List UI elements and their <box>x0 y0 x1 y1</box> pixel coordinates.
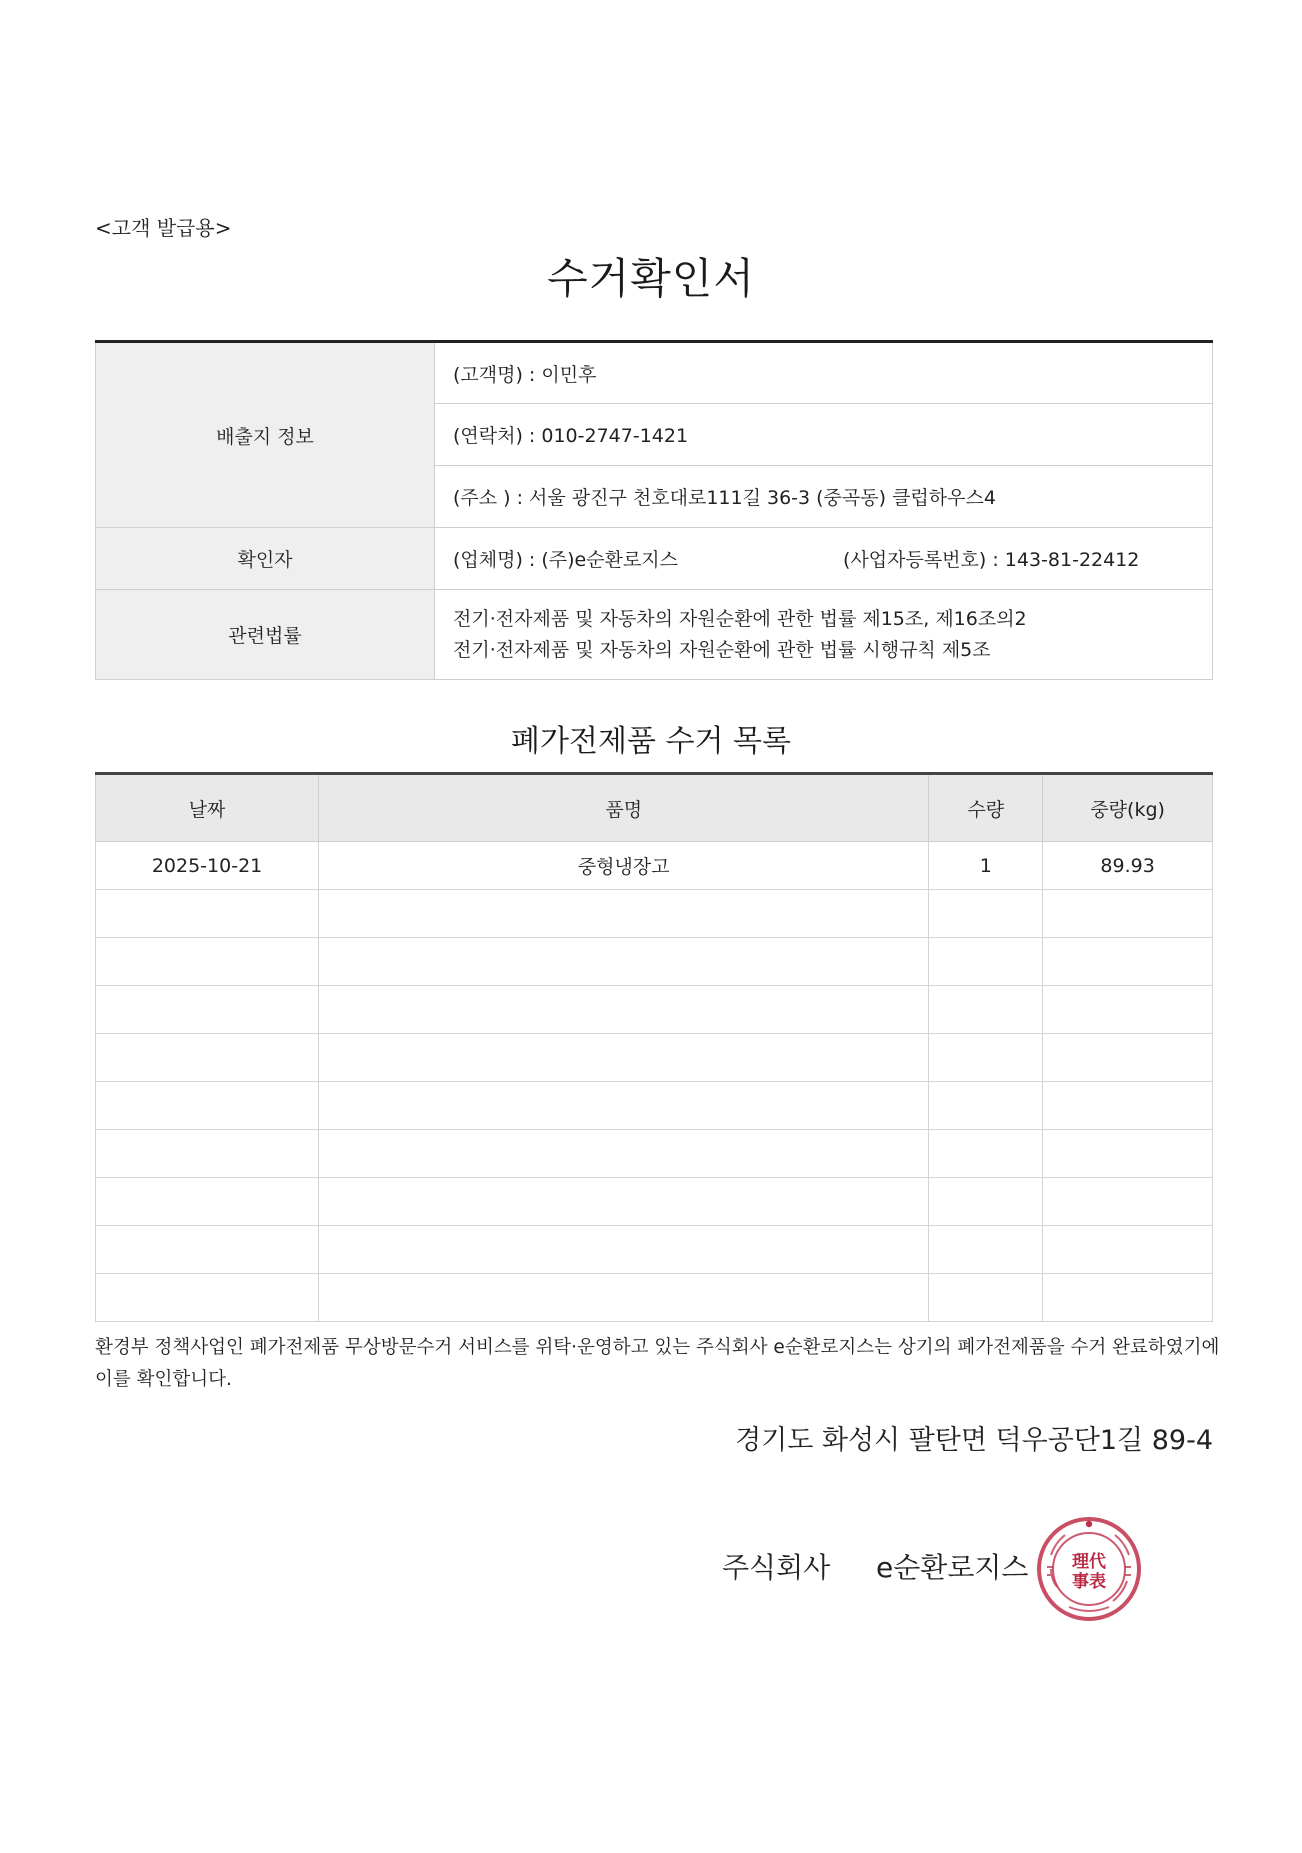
cell-item <box>319 1178 929 1226</box>
cell-quantity <box>929 1274 1043 1322</box>
cell-item: 중형냉장고 <box>319 842 929 890</box>
table-row <box>96 842 1213 890</box>
collection-list-title: 폐가전제품 수거 목록 <box>511 724 791 759</box>
table-row-empty <box>96 1274 1213 1322</box>
contact-field: (연락처) : 010-2747-1421 <box>435 404 1213 466</box>
column-header-item: 품명 <box>319 774 929 842</box>
cell-date <box>96 1034 319 1082</box>
cell-item <box>319 1082 929 1130</box>
discharge-info-table <box>95 340 1213 680</box>
seal-text-bottom: 事表 <box>1072 1572 1106 1592</box>
cell-quantity <box>929 1082 1043 1130</box>
cell-quantity <box>929 986 1043 1034</box>
cell-quantity <box>929 1130 1043 1178</box>
cell-item <box>319 986 929 1034</box>
cell-quantity <box>929 1178 1043 1226</box>
table-row-empty <box>96 1226 1213 1274</box>
cell-date <box>96 1130 319 1178</box>
cell-quantity <box>929 1226 1043 1274</box>
cell-weight <box>1043 1034 1213 1082</box>
cell-date <box>96 938 319 986</box>
cell-weight <box>1043 986 1213 1034</box>
table-row-empty <box>96 890 1213 938</box>
cell-quantity <box>929 1034 1043 1082</box>
table-row-empty <box>96 1178 1213 1226</box>
company-name-field: (업체명) : (주)e순환로지스 <box>453 549 679 571</box>
confirmation-statement: 환경부 정책사업인 폐가전제품 무상방문수거 서비스를 위탁·운영하고 있는 주식회사 e순환로지스는 상기의 폐가전제품을 수거 완료하였기에 이를 확인합니다. <box>95 1337 1220 1390</box>
cell-weight <box>1043 1274 1213 1322</box>
cell-item <box>319 1274 929 1322</box>
confirmer-value <box>435 528 1213 590</box>
document-title: 수거확인서 <box>547 254 755 303</box>
cell-item <box>319 1130 929 1178</box>
cell-date: 2025-10-21 <box>96 842 319 890</box>
seal-text-top: 理代 <box>1072 1552 1106 1572</box>
corporation-name: e순환로지스 <box>876 1551 1029 1584</box>
cell-item <box>319 890 929 938</box>
discharge-info-label: 배출지 정보 <box>96 342 435 528</box>
cell-item <box>319 938 929 986</box>
table-row-empty <box>96 938 1213 986</box>
law-line-2: 전기·전자제품 및 자동차의 자원순환에 관한 법률 시행규칙 제5조 <box>453 638 991 661</box>
cell-date <box>96 1082 319 1130</box>
law-label: 관련법률 <box>96 590 435 680</box>
cell-quantity: 1 <box>929 842 1043 890</box>
table-row-empty <box>96 1130 1213 1178</box>
business-number-field: (사업자등록번호) : 143-81-22412 <box>843 549 1140 571</box>
column-header-weight: 중량(kg) <box>1043 774 1213 842</box>
cell-date <box>96 890 319 938</box>
cell-weight <box>1043 938 1213 986</box>
cell-quantity <box>929 938 1043 986</box>
cell-date <box>96 986 319 1034</box>
corporation-prefix: 주식회사 <box>722 1551 831 1584</box>
cell-weight <box>1043 890 1213 938</box>
customer-name-field: (고객명) : 이민후 <box>435 342 1213 404</box>
cell-item <box>319 1034 929 1082</box>
cell-item <box>319 1226 929 1274</box>
table-row-empty <box>96 1082 1213 1130</box>
law-value <box>435 590 1213 680</box>
cell-date <box>96 1274 319 1322</box>
cell-weight: 89.93 <box>1043 842 1213 890</box>
confirmer-label: 확인자 <box>96 528 435 590</box>
cell-weight <box>1043 1130 1213 1178</box>
cell-date <box>96 1226 319 1274</box>
column-header-date: 날짜 <box>96 774 319 842</box>
copy-type-label: <고객 발급용> <box>95 216 232 240</box>
table-row-empty <box>96 1034 1213 1082</box>
company-seal-stamp <box>1035 1515 1143 1623</box>
cell-quantity <box>929 890 1043 938</box>
law-line-1: 전기·전자제품 및 자동차의 자원순환에 관한 법률 제15조, 제16조의2 <box>453 607 1027 630</box>
address-field: (주소 ) : 서울 광진구 천호대로111길 36-3 (중곡동) 클럽하우스4 <box>435 466 1213 528</box>
cell-date <box>96 1178 319 1226</box>
table-header-row <box>96 774 1213 842</box>
cell-weight <box>1043 1178 1213 1226</box>
column-header-quantity: 수량 <box>929 774 1043 842</box>
table-row-empty <box>96 986 1213 1034</box>
company-address: 경기도 화성시 팔탄면 덕우공단1길 89-4 <box>735 1425 1213 1456</box>
cell-weight <box>1043 1226 1213 1274</box>
cell-weight <box>1043 1082 1213 1130</box>
collection-items-table <box>95 772 1213 1322</box>
